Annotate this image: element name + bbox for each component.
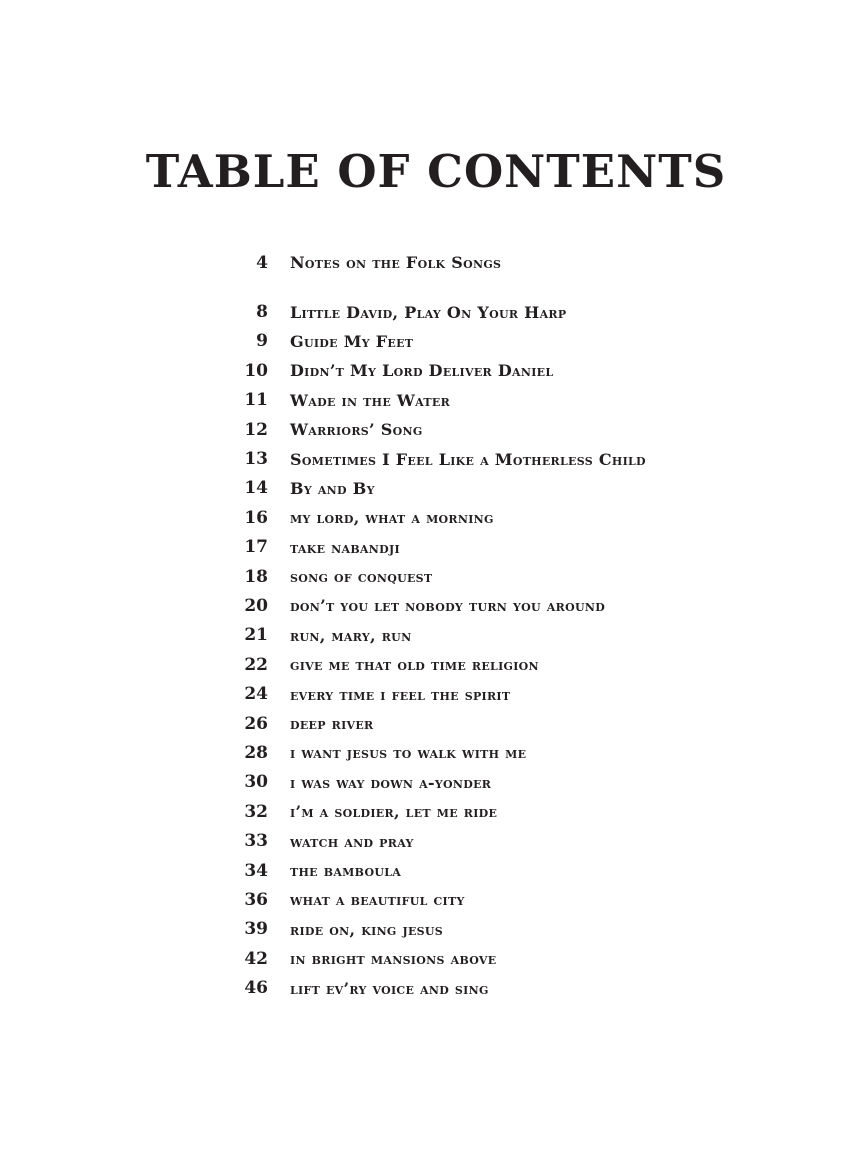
page-number: 8 [256, 302, 268, 323]
page-number: 9 [256, 331, 268, 352]
entry-title: deep river [290, 714, 374, 734]
toc-entry[interactable] [0, 738, 864, 767]
page-number: 13 [244, 449, 268, 470]
toc-entry[interactable] [0, 621, 864, 650]
page-number: 11 [244, 390, 268, 411]
entry-title: take nabandji [290, 537, 400, 557]
table-of-contents [0, 248, 864, 1003]
toc-entry[interactable] [0, 297, 864, 326]
toc-entry[interactable] [0, 679, 864, 708]
toc-entry[interactable] [0, 356, 864, 385]
toc-entry[interactable] [0, 415, 864, 444]
entry-title: Warriors’ Song [290, 420, 423, 440]
entry-title: Notes on the Folk Songs [290, 253, 502, 273]
toc-entry[interactable] [0, 797, 864, 826]
entry-title: i want jesus to walk with me [290, 743, 527, 763]
toc-entry[interactable] [0, 768, 864, 797]
toc-entry[interactable] [0, 826, 864, 855]
page-number: 46 [244, 978, 268, 999]
toc-entry[interactable] [0, 591, 864, 620]
entry-title: Sometimes I Feel Like a Motherless Child [290, 449, 646, 469]
toc-entry[interactable] [0, 973, 864, 1002]
entry-title: Wade in the Water [290, 390, 451, 410]
entry-title: i was way down a-yonder [290, 772, 492, 792]
toc-entry[interactable] [0, 327, 864, 356]
page-number: 32 [244, 801, 268, 822]
entry-title: don’t you let nobody turn you around [290, 596, 606, 616]
entry-title: song of conquest [290, 567, 433, 587]
page-number: 30 [244, 772, 268, 793]
page-number: 14 [244, 478, 268, 499]
page-number: 42 [244, 948, 268, 969]
page-number: 28 [244, 742, 268, 763]
entry-title: i’m a soldier, let me ride [290, 802, 498, 822]
entry-title: give me that old time religion [290, 655, 539, 675]
toc-entry[interactable] [0, 248, 864, 277]
page-title: TABLE OF CONTENTS [145, 145, 727, 198]
page-number: 17 [244, 537, 268, 558]
page-number: 26 [244, 713, 268, 734]
page-number: 33 [244, 831, 268, 852]
page-number: 16 [244, 507, 268, 528]
page-number: 21 [244, 625, 268, 646]
toc-entry[interactable] [0, 944, 864, 973]
page-number: 36 [244, 889, 268, 910]
entry-title: in bright mansions above [290, 949, 497, 969]
entry-title: ride on, king jesus [290, 919, 444, 939]
entry-title: watch and pray [290, 831, 414, 851]
page-number: 12 [244, 419, 268, 440]
page-number: 24 [244, 684, 268, 705]
toc-entry[interactable] [0, 856, 864, 885]
toc-entry[interactable] [0, 444, 864, 473]
toc-entry[interactable] [0, 503, 864, 532]
entry-title: By and By [290, 478, 375, 498]
page-number: 10 [244, 360, 268, 381]
page-number: 4 [256, 252, 268, 273]
toc-entry[interactable] [0, 474, 864, 503]
page-number: 34 [244, 860, 268, 881]
entry-title: my lord, what a morning [290, 508, 494, 528]
entry-title: run, mary, run [290, 625, 412, 645]
entry-title: Didn’t My Lord Deliver Daniel [290, 361, 554, 381]
entry-title: the bamboula [290, 861, 402, 880]
entry-title: Little David, Play On Your Harp [290, 302, 567, 322]
page-number: 22 [244, 654, 268, 675]
toc-entry[interactable] [0, 650, 864, 679]
toc-entry[interactable] [0, 885, 864, 914]
entry-title: what a beautiful city [290, 890, 465, 910]
entry-title: every time i feel the spirit [290, 684, 511, 704]
entry-title: Guide My Feet [290, 331, 414, 351]
toc-entry[interactable] [0, 386, 864, 415]
page-number: 18 [244, 566, 268, 587]
toc-entry[interactable] [0, 533, 864, 562]
entry-title: lift ev’ry voice and sing [290, 978, 489, 998]
page-number: 20 [244, 595, 268, 616]
toc-entry[interactable] [0, 562, 864, 591]
page-number: 39 [244, 919, 268, 940]
toc-entry[interactable] [0, 709, 864, 738]
toc-entry[interactable] [0, 915, 864, 944]
